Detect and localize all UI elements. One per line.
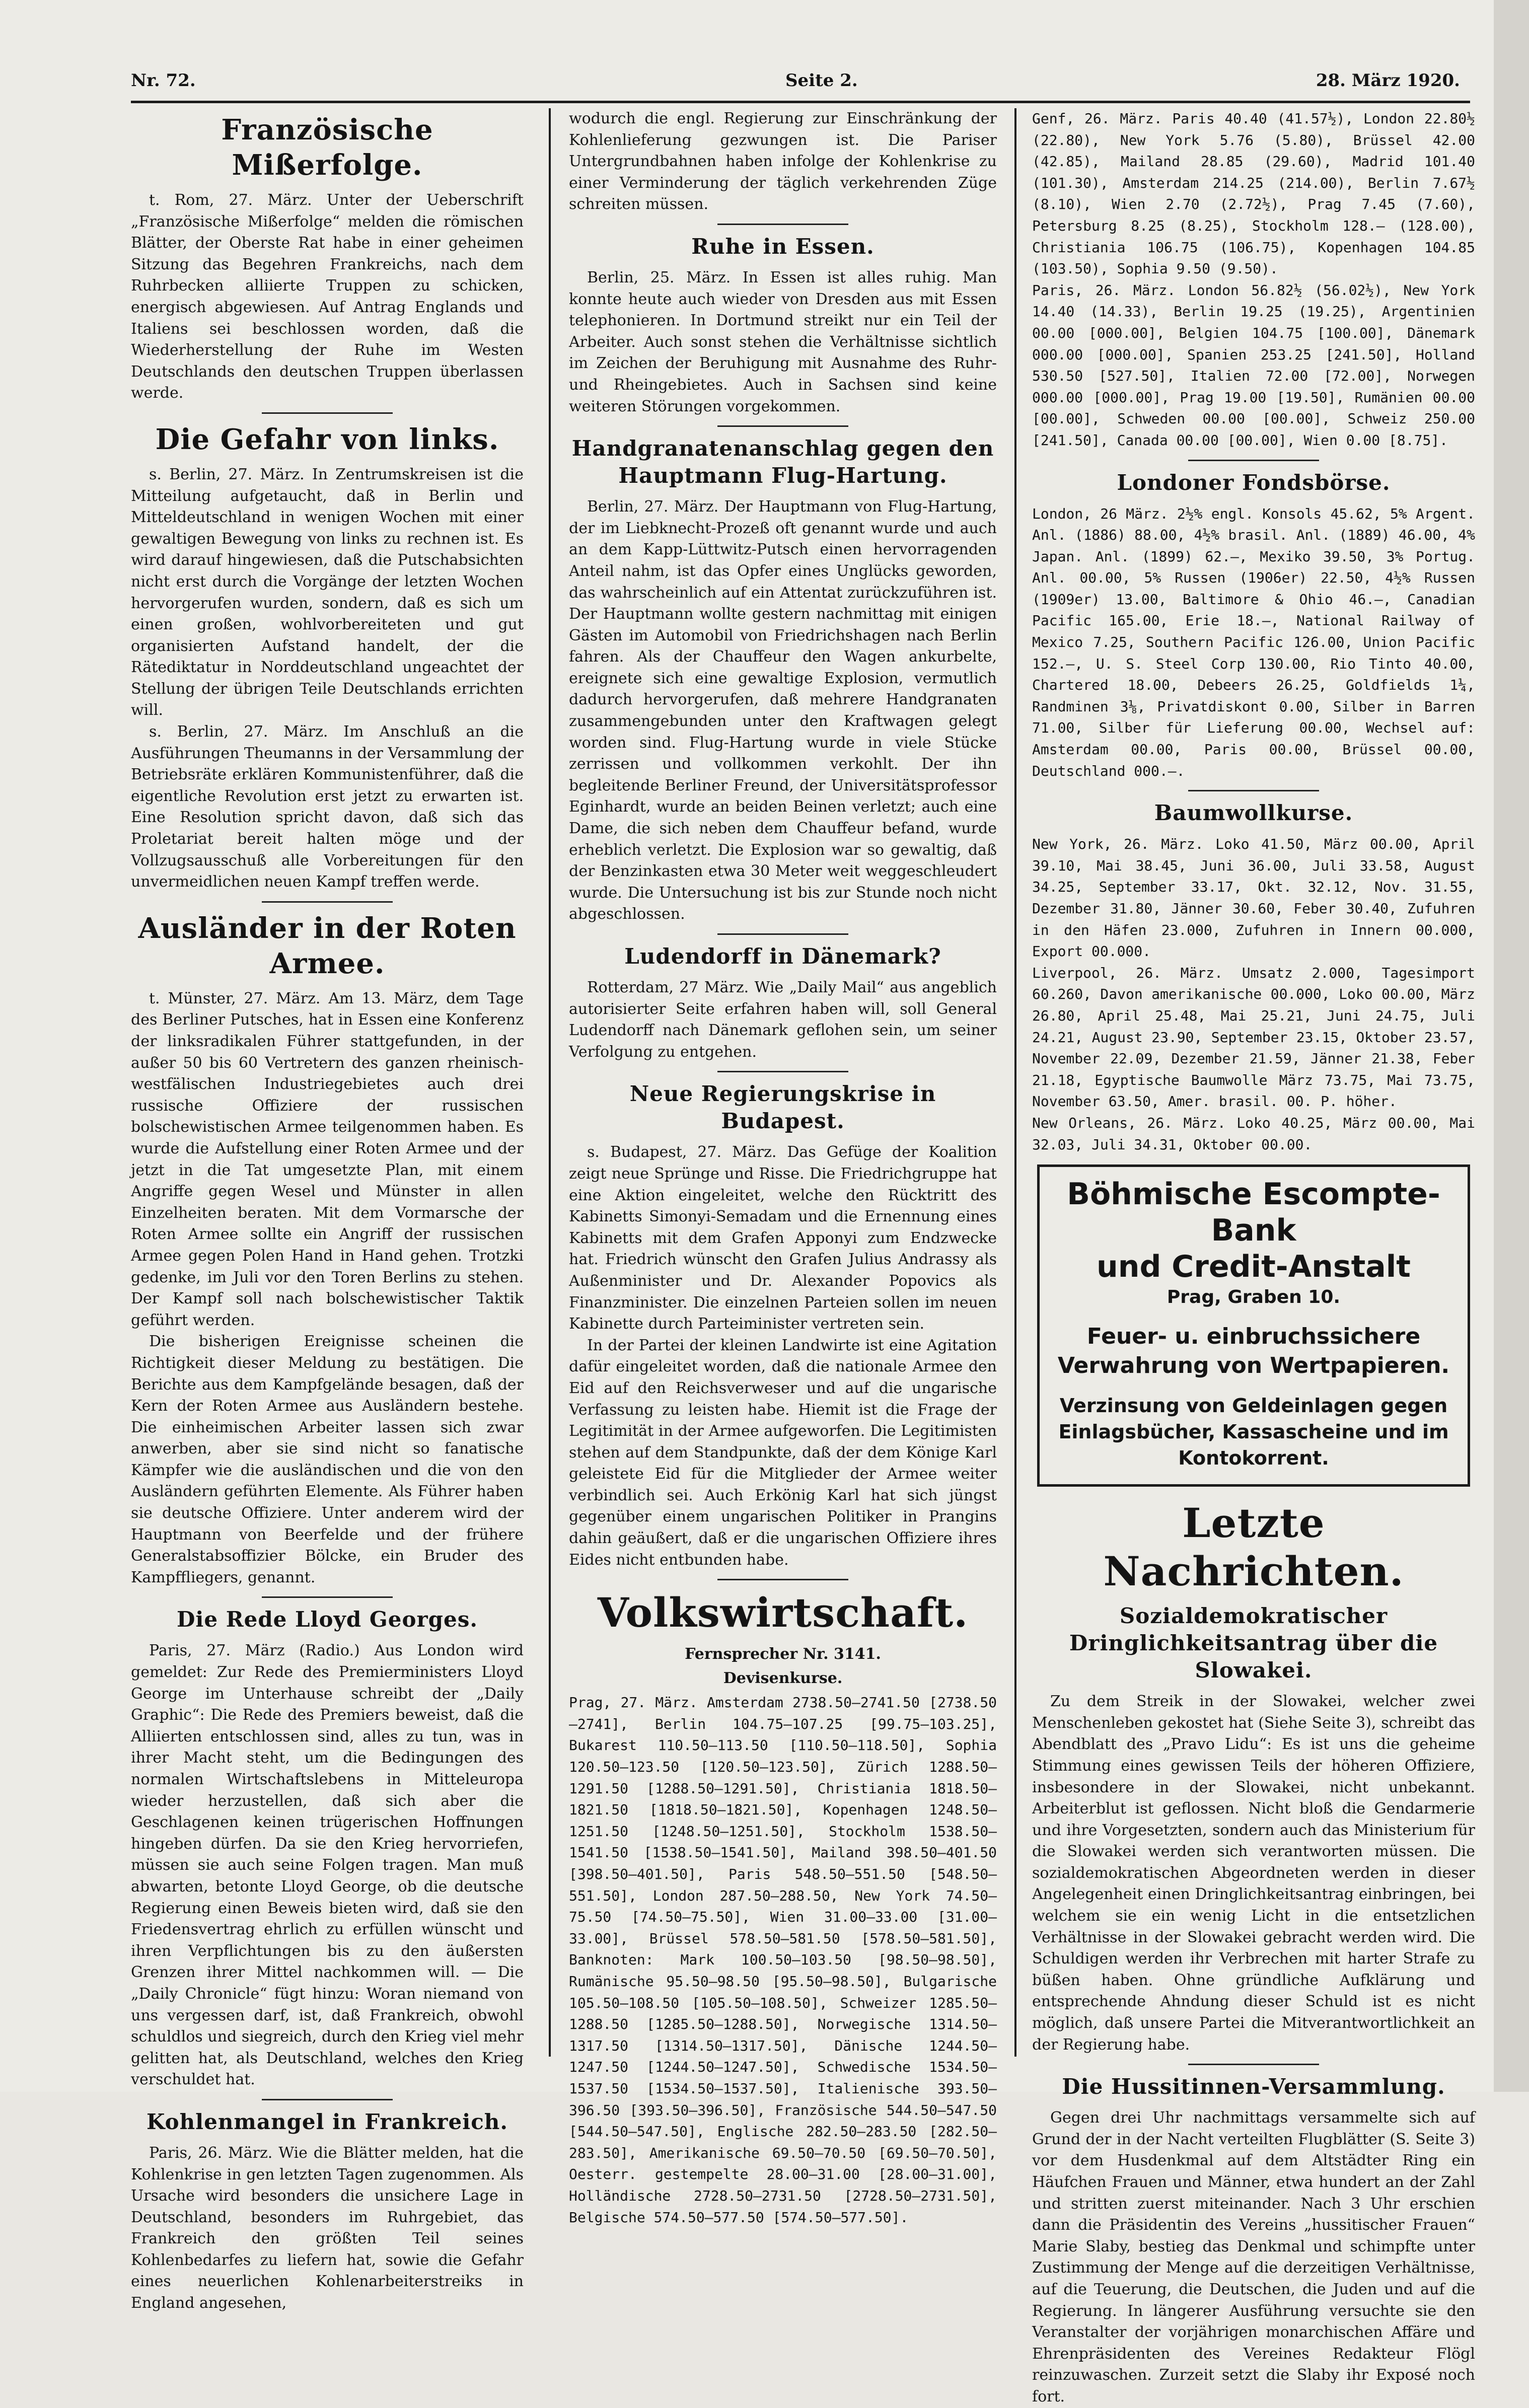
separator: [1188, 790, 1319, 791]
article-body: [131, 2143, 524, 2314]
column-2: [569, 108, 997, 2226]
subsection-title: Devisenkurse.: [723, 1669, 843, 1688]
separator: [717, 1579, 848, 1580]
article-title: Die Gefahr von links.: [155, 422, 499, 456]
separator: [717, 933, 848, 935]
separator: [1188, 2064, 1319, 2065]
article-body: [569, 108, 997, 215]
article-body: [131, 988, 524, 1589]
article-title: Die Hussitinnen-Versammlung.: [1062, 2074, 1445, 2099]
article-body: [1032, 1691, 1475, 2056]
paragraph: Paris, 26. März. London 56.82½ (56.02½), New York 14.40 (14.33), Berlin 19.25 (19.25), Argentinien 00.00 [000.00], Belgien 104.75 [100.00], Dänemark 000.00 [000.00], Spanien 253.25 [241.50], Holland 530.50 [527.50], Italien 72.00 [72.00], Norwegen 000.00 [000.00], Prag 19.00 [19.50], Rumänien 00.00 [00.00], Schweden 00.00 [00.00], Schweiz 250.00 [241.50], Canada 00.00 [00.00], Wien 0.00 [8.75].: [1032, 281, 1475, 449]
page-header: [131, 70, 1460, 101]
paragraph: Berlin, 25. März. In Essen ist alles ruhig. Man konnte heute auch wieder von Dresden aus mit Essen telephonieren. In Dortmund streikt nur ein Teil der Arbeiter. Auch sonst stehen die Verhältnisse sichtlich im Zeichen der Beruhigung mit Ausnahme des Ruhr- und Rheingebietes. Auch in Sachsen sind keine weiteren Störungen vorgekommen.: [569, 268, 997, 415]
paragraph: Paris, 27. März (Radio.) Aus London wird gemeldet: Zur Rede des Premierministers Lloyd George im Unterhause schreibt der „Daily Graphic“: Die Rede des Premiers beweist, daß die Alliierten entschlossen sind, alles zu tun, was in ihrer Macht steht, um die Bedingungen des normalen Wirtschaftslebens in Mitteleuropa wieder herzustellen, daß sich aber die Geschlagenen keinen trügerischen Hoffnungen hingeben dürfen. Da sie den Krieg hervorriefen, müssen sie auch seine Folgen tragen. Man muß abwarten, betonte Lloyd George, ob die deutsche Regierung einen Beweis bieten wird, daß sie den Friedensvertrag ehrlich zu erfüllen wünscht und ihren Verpflichtungen bis zu den äußersten Grenzen ihrer Mittel nachkommen will. — Die „Daily Chronicle“ fügt hinzu: Woran niemand von uns vergessen darf, ist, daß Frankreich, obwohl schuldlos und siegreich, durch den Krieg viel mehr gelitten hat, als Deutschland, welches den Krieg verschuldet hat.: [131, 1642, 524, 2089]
article-title: Neue Regierungskrise in Budapest.: [629, 1081, 936, 1134]
article-body: [131, 1640, 524, 2090]
article-body: [569, 1142, 997, 1571]
article-title: Die Rede Lloyd Georges.: [176, 1607, 478, 1632]
exchange-rates: [1032, 108, 1475, 452]
section-title: Letzte Nachrichten.: [1103, 1499, 1404, 1595]
paragraph: Gegen drei Uhr nachmittags versammelte sich auf Grund der in der Nacht verteilten Flugblätter (S. Seite 3) vor dem Husdenkmal auf dem Altstädter Ring ein Häufchen Frauen und Männer, etwa hundert an der Zahl und stritten zuerst miteinander. Nach 3 Uhr erschien dann die Präsidentin des Vereins „hussitischer Frauen“ Marie Slaby, bestieg das Denkmal und schimpfte unter Zustimmung der Menge auf die derzeitigen Verhältnisse, auf die Teuerung, die Deutschen, die Juden und auf die Regierung. In längerer Ausführung versuchte sie den Veranstalter der vorjährigen monarchischen Affäre und Ehrenpräsidenten des Vereines Redakteur Flögl reinzuwaschen. Zurzeit setzt die Slaby ihr Exposé noch fort.: [1032, 2109, 1475, 2405]
ad-service-2: Verzinsung von Geldeinlagen gegen Einlagsbücher, Kassascheine und im Kontokorrent.: [1058, 1395, 1449, 1470]
paragraph: Berlin, 27. März. Der Hauptmann von Flug-Hartung, der im Liebknecht-Prozeß oft genannt wurde und auch an dem Kapp-Lüttwitz-Putsch einen hervorragenden Anteil nahm, ist das Opfer eines Unglücks geworden, das wahrscheinlich auf ein Attentat zurückzuführen ist. Der Hauptmann wollte gestern nachmittag mit einigen Gästen im Automobil von Friedrichshagen nach Berlin fahren. Als der Chauffeur den Wagen ankurbelte, ereignete sich eine gewaltige Explosion, vermutlich dadurch hervorgerufen, daß mehrere Handgranaten zusammengebunden unter den Kraftwagen gelegt worden sind. Flug-Hartung wurde in viele Stücke zerrissen und vollkommen verkohlt. Der ihn begleitende Berliner Freund, der Universitätsprofessor Eginhardt, wurde an beiden Beinen verletzt; auch eine Dame, die sich neben dem Chauffeur befand, wurde erheblich verletzt. Die Explosion war so gewaltig, daß der Benzinkasten etwa 30 Meter weit weggeschleudert wurde. Die Untersuchung ist bis zur Stunde noch nicht abgeschlossen.: [569, 498, 997, 923]
article-title: Ludendorff in Dänemark?: [624, 944, 941, 969]
section-title: Londoner Fondsbörse.: [1117, 470, 1391, 495]
article-title: Sozialdemokratischer Dringlichkeitsantrag über die Slowakei.: [1069, 1603, 1438, 1683]
article-body: [131, 464, 524, 893]
article-body: [1032, 2107, 1475, 2407]
bond-rates: [1032, 503, 1475, 782]
paragraph: t. Münster, 27. März. Am 13. März, dem Tage des Berliner Putsches, hat in Essen eine Konferenz der linksradikalen Führer stattgefunden, in der außer 50 bis 60 Vertretern des ganzen rheinisch-westfälischen Industriegebietes auch drei russische Offiziere der russischen bolschewistischen Armee teilgenommen haben. Es wurde die Aufstellung einer Roten Armee und der jetzt in die Tat umgesetzte Plan, mit einem Angriffe gegen Wesel und Münster in allen Einzelheiten beraten. Mit dem Vormarsche der Roten Armee sollte ein Angriff der russischen Armee gegen Polen Hand in Hand gehen. Trotzki gedenke, im Juli vor den Toren Berlins zu stehen. Der Kampf soll nach bolschewistischer Taktik geführt werden.: [131, 989, 524, 1329]
header-rule: [131, 101, 1470, 103]
ad-address: Prag, Graben 10.: [1167, 1287, 1341, 1308]
article-title: Ruhe in Essen.: [691, 234, 875, 259]
column-divider: [549, 108, 551, 2057]
paragraph: wodurch die engl. Regierung zur Einschränkung der Kohlenlieferung gezwungen ist. Die Pariser Untergrundbahnen haben infolge der Kohlenkrise zu einer Verminderung der täglich verkehrenden Züge schreiten müssen.: [569, 110, 997, 213]
phone-line: Fernsprecher Nr. 3141.: [685, 1645, 881, 1663]
paragraph: Genf, 26. März. Paris 40.40 (41.57½), London 22.80½ (22.80), New York 5.76 (5.80), Brüssel 42.00 (42.85), Mailand 28.85 (29.60), Madrid 101.40 (101.30), Amsterdam 214.25 (214.00), Berlin 7.67½ (8.10), Wien 2.70 (2.72½), Prag 7.45 (7.60), Petersburg 8.25 (8.25), Stockholm 128.— (128.00), Christiania 106.75 (106.75), Kopenhagen 104.85 (103.50), Sophia 9.50 (9.50).: [1032, 110, 1475, 277]
paragraph: Paris, 26. März. Wie die Blätter melden, hat die Kohlenkrise in gen letzten Tagen zugenommen. Als Ursache wird besonders die unsichere Lage in Deutschland, besonders im Ruhrgebiet, das Frankreich den größten Teil seines Kohlenbedarfes zu liefern hat, sowie die Gefahr eines neuerlichen Kohlenarbeiterstreiks in England angesehen,: [131, 2144, 524, 2312]
article-title: Französische Mißerfolge.: [221, 113, 433, 182]
paragraph: Zu dem Streik in der Slowakei, welcher zwei Menschenleben gekostet hat (Siehe Seite 3), schreibt das Abendblatt des „Pravo Lidu“: Es ist uns die geheime Stimmung eines gewissen Teils der höheren Offiziere, insbesondere in der Slowakei, nicht unbekannt. Arbeiterblut ist geflossen. Nicht bloß die Gendarmerie und ihre Vorgesetzten, sondern auch das Ministerium für die Slowakei werden sich verantworten müssen. Die sozialdemokratischen Abgeordneten werden in dieser Angelegenheit einen Dringlichkeitsantrag einbringen, bei welchem sie ein wenig Licht in die entsetzlichen Verhältnisse in der Slowakei gebracht werden wird. Die Schuldigen werden ihr Verbrechen mit harter Strafe zu büßen haben. Ohne gründliche Aufklärung und entsprechende Ahndung dieser Schuld ist es nicht möglich, daß unsere Partei die Mitverantwortlichkeit an der Regierung habe.: [1032, 1693, 1475, 2054]
page-number: Seite 2.: [785, 70, 858, 91]
section-title: Volkswirtschaft.: [597, 1589, 969, 1637]
page-edge: [1494, 0, 1529, 2092]
cotton-rates: [1032, 834, 1475, 1155]
paragraph: s. Berlin, 27. März. In Zentrumskreisen ist die Mitteilung aufgetaucht, daß in Berlin und Mitteldeutschland in wenigen Wochen mit einer gewaltigen Bewegung von links zu rechnen ist. Es wird darauf hingewiesen, daß die Putschabsichten nicht erst durch die Vorgänge der letzten Wochen hervorgerufen wurden, sondern, daß es sich um einen großen, wohlvorbereiteten und gut organisierten Aufstand handelt, der die Rätediktatur in Norddeutschland ungeachtet der Stellung der übrigen Teile Deutschlands errichten will.: [131, 465, 524, 719]
separator: [262, 2099, 393, 2100]
separator: [717, 1071, 848, 1072]
section-title: Baumwollkurse.: [1154, 800, 1353, 826]
separator: [717, 224, 848, 225]
paragraph: Rotterdam, 27 März. Wie „Daily Mail“ aus angeblich autorisierter Seite erfahren haben will, soll General Ludendorff nach Dänemark geflohen sein, um seiner Verfolgung zu entgehen.: [569, 979, 997, 1061]
separator: [262, 1596, 393, 1598]
ad-bank-name-2: und Credit-Anstalt: [1097, 1249, 1411, 1285]
bank-advertisement: [1037, 1164, 1470, 1487]
article-body: [131, 190, 524, 404]
issue-number: Nr. 72.: [131, 70, 196, 91]
article-body: [569, 267, 997, 417]
column-3: [1032, 108, 1475, 2405]
article-body: [569, 977, 997, 1063]
paragraph: Die bisherigen Ereignisse scheinen die Richtigkeit dieser Meldung zu bestätigen. Die Berichte aus dem Kampfgelände besagen, daß der Kern der Roten Armee aus Ausländern bestehe. Die einheimischen Arbeiter lassen sich zwar anwerben, aber sie sind nicht so fanatische Kämpfer wie die ausländischen und die von den Ausländern geführten Elemente. Als Führer haben sie deutsche Offiziere. Unter anderem wird der Hauptmann von Beerfelde und der frühere Generalstabsoffizier Bölcke, ein Bruder des Kampffliegers, genannt.: [131, 1333, 524, 1586]
article-title: Kohlenmangel in Frankreich.: [147, 2109, 508, 2134]
paragraph: Liverpool, 26. März. Umsatz 2.000, Tagesimport 60.260, Davon amerikanische 00.000, Loko 00.00, März 26.80, April 25.48, Mai 25.21, Juni 24.75, Juli 24.21, August 23.90, September 23.15, Oktober 23.57, November 22.09, Dezember 21.59, Jänner 21.38, Feber 21.18, Egyptische Baumwolle März 73.75, Mai 73.75, November 63.50, Amer. brasil. 00. P. höher.: [1032, 964, 1475, 1110]
issue-date: 28. März 1920.: [1316, 70, 1460, 91]
exchange-rates: [569, 1692, 997, 2228]
separator: [262, 412, 393, 414]
ad-bank-name: Böhmische Escompte-Bank: [1067, 1177, 1440, 1249]
separator: [717, 425, 848, 427]
paragraph: s. Budapest, 27. März. Das Gefüge der Koalition zeigt neue Sprünge und Risse. Die Friedrichgruppe hat eine Aktion eingeleitet, welche den Rücktritt des Kabinetts Simonyi-Semadam und die Ernennung eines Kabinetts mit dem Grafen Apponyi zum Endzwecke hat. Friedrich wünscht den Grafen Julius Andrassy als Außenminister und Dr. Alexander Popovics als Finanzminister. Die einzelnen Parteien sollen im neuen Kabinette durch Parteiminister vertreten sein.: [569, 1143, 997, 1333]
paragraph: New Orleans, 26. März. Loko 40.25, März 00.00, Mai 32.03, Juli 34.31, Oktober 00.00.: [1032, 1114, 1475, 1153]
article-body: [569, 496, 997, 925]
article-title: Handgranatenanschlag gegen den Hauptmann Flug-Hartung.: [571, 436, 994, 488]
separator: [1188, 460, 1319, 461]
column-1: [131, 108, 524, 2312]
paragraph: London, 26 März. 2½% engl. Konsols 45.62, 5% Argent. Anl. (1886) 88.00, 4½% brasil. Anl. (1889) 46.00, 4% Japan. Anl. (1899) 62.—, Mexiko 39.50, 3% Portug. Anl. 00.00, 5% Russen (1906er) 22.50, 4½% Russen (1909er) 13.00, Baltimore & Ohio 46.—, Canadian Pacific 165.00, Erie 18.—, National Railway of Mexico 7.25, Southern Pacific 126.00, Union Pacific 152.—, U. S. Steel Corp 130.00, Rio Tinto 40.00, Chartered 18.00, Debeers 26.25, Goldfields 1¼, Randminen 3⅛, Privatdiskont 0.00, Silber in Barren 71.00, Silber für Lieferung 00.00, Wechsel auf: Amsterdam 00.00, Paris 00.00, Brüssel 00.00, Deutschland 000.—.: [1032, 505, 1475, 779]
paragraph: In der Partei der kleinen Landwirte ist eine Agitation dafür eingeleitet worden, daß die nationale Armee den Eid auf den Reichsverweser und auf die ungarische Verfassung zu leisten habe. Hiemit ist die Frage der Legitimität in der Armee aufgeworfen. Die Legitimisten stehen auf dem Standpunkte, daß der dem Könige Karl geleistete Eid für die Mitglieder der Armee weiter verbindlich sei. Auch Erkönig Karl hat sich jüngst gegenüber einem ungarischen Politiker in Prangins dahin geäußert, daß er die ungarischen Offiziere ihres Eides nicht entbunden habe.: [569, 1336, 997, 1569]
paragraph: Prag, 27. März. Amsterdam 2738.50—2741.50 [2738.50—2741], Berlin 104.75—107.25 [99.75—103.25], Bukarest 110.50—113.50 [110.50—118.50], Sophia 120.50—123.50 [120.50—123.50], Zürich 1288.50—1291.50 [1288.50—1291.50], Christiania 1818.50—1821.50 [1818.50—1821.50], Kopenhagen 1248.50—1251.50 [1248.50—1251.50], Stockholm 1538.50—1541.50 [1538.50—1541.50], Mailand 398.50—401.50 [398.50—401.50], Paris 548.50—551.50 [548.50—551.50], London 287.50—288.50, New York 74.50—75.50 [74.50—75.50], Wien 31.00—33.00 [31.00—33.00], Brüssel 578.50—581.50 [578.50—581.50], Banknoten: Mark 100.50—103.50 [98.50—98.50], Rumänische 95.50—98.50 [95.50—98.50], Bulgarische 105.50—108.50 [105.50—108.50], Schweizer 1285.50—1288.50 [1285.50—1288.50], Norwegische 1314.50—1317.50 [1314.50—1317.50], Dänische 1244.50—1247.50 [1244.50—1247.50], Schwedische 1534.50—1537.50 [1534.50—1537.50], Italienische 393.50—396.50 [393.50—396.50], Französische 544.50—547.50 [544.50—547.50], Englische 282.50—283.50 [282.50—283.50], Amerikanische 69.50—70.50 [69.50—70.50], Oesterr. gestempelte 28.00—31.00 [28.00—31.00], Holländische 2728.50—2731.50 [2728.50—2731.50], Belgische 574.50—577.50 [574.50—577.50].: [569, 1694, 997, 2226]
paragraph: t. Rom, 27. März. Unter der Ueberschrift „Französische Mißerfolge“ melden die römischen Blätter, der Oberste Rat habe in einer geheimen Sitzung das Begehren Frankreichs, nach dem Ruhrbecken alliierte Truppen zu schicken, energisch abgewiesen. Auf Antrag Englands und Italiens sei beschlossen worden, daß die Wiederherstellung der Ruhe im Westen Deutschlands den deutschen Truppen überlassen werde.: [131, 191, 524, 402]
ad-service-1: Feuer- u. einbruchssichere Verwahrung von Wertpapieren.: [1057, 1324, 1450, 1379]
separator: [262, 901, 393, 903]
column-divider: [1014, 108, 1016, 2057]
paragraph: New York, 26. März. Loko 41.50, März 00.00, April 39.10, Mai 38.45, Juni 36.00, Juli 33.58, August 34.25, September 33.17, Okt. 32.12, Nov. 31.55, Dezember 31.80, Jänner 30.60, Feber 30.40, Zufuhren in den Häfen 23.000, Zufuhren in Innern 00.000, Export 00.000.: [1032, 836, 1475, 960]
paragraph: s. Berlin, 27. März. Im Anschluß an die Ausführungen Theumanns in der Versammlung der Betriebsräte erklären Kommunistenführer, daß die eigentliche Revolution erst jetzt zu erwarten ist. Eine Resolution spricht davon, daß sich das Proletariat bereit halten möge und der Vollzugsausschuß alle Vorbereitungen für den unvermeidlichen neuen Kampf treffen werde.: [131, 723, 524, 891]
article-title: Ausländer in der Roten Armee.: [138, 911, 517, 980]
